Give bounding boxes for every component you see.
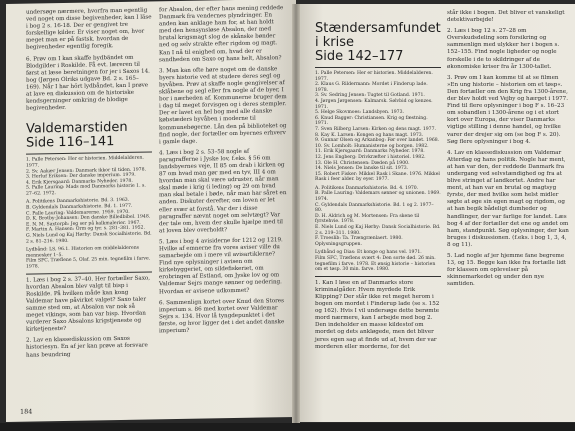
page-number: 184: [20, 407, 33, 416]
question-1: 1. Kan I løse en af Danmarks store kriminalgåder. Hvem myrdede Erik Klipping? Der står ikke ret meget herom i bogen om mordet i Finderup lade (se s. 152 og 162). Hvis I vil undersøge dette berømte mord nærmere, kan I arbejde med bog 2. Den indeholder en masse kildestof om mordet og dets ankløgede, men det bliver jeres egen sag at finde ud af, hvem der var morderen eller morderne, for det: [315, 279, 440, 350]
question-3: 3. Man kan ofte høre noget om de danske byers historie ved at studere deres segl og byvåben. Prøv at skaffe nogle gengivelser af sklåbene og segl eller fra nogle af de byer, I bor i nærheden af. Kommunerne bruger dem i dag til meget forvisgen og i deres stempler. Der er lavet en hel bog med alle danske købstæders byvåben i moderne til kommunebøgerne. Lån den på biblioteket og find nogle, der fortæller om byernes erhverv i gamle dage.: [159, 66, 287, 146]
divider: [26, 271, 152, 274]
reference-item: F. Troeslib: Ta. Trængrænlaert. 1980. Oplysningsgruppen.: [315, 236, 403, 247]
reference-item: B. Palle Lauring: Valdemars sønner og unionen. 1969. 1974.: [315, 191, 441, 203]
audio-reference: Lydbånd og Dias: Et konge og hans vel. 1971.: [315, 250, 422, 256]
reference-list-b: [26, 198, 152, 245]
paragraph: står ikke i bogen. Det bliver et vanskeligt detektivarbejde!: [447, 10, 565, 24]
question-6: 6. Sammenlign kortet over Knud den Stores imperium s. 86 med kortet over Valdemar Sejrs s. 134. Hvor lå tyngdepunktet i det første, og hvor ligger det i det andet danske imperium?: [159, 297, 285, 335]
book-gutter: [292, 4, 300, 424]
paragraph: undersøge nærmere, hvorfra man egentlig ved noget om disse begivenheder, kan I läse i bog 2 s. 16-18. Der er gengivet tre forskellige kilder. Er viser noget om, hvor meget man er på fastsk. hvordan de begivenheder egentlig foregik.: [26, 7, 152, 52]
question-1: 1. Læs i bog 2 s. 37–40. Her fortæller Saxo, hvordan Absalon blev valgt til bisp i Roskilde. På hvilken måde kan kong Valdemar have påvirket valget? Saxo taler samme sted om, at Absalon var nok så meget vikings, som han var bisp. Hvordan vurderer Saxo Absalons krigstjeneste og kirketjeneste?: [26, 275, 151, 333]
question-2: 2. Læs i bog 12 s. 27–28 om Overskudsdeling som forsikring og sammenlign med ulykker her i bogen s. 152–155. Find nogle ligheder og nogle forskelle i de to skildringer af de økonomiske kriser fra år 1300-tallet.: [447, 28, 560, 70]
table-edge: [0, 423, 575, 431]
reference-list-b: [315, 186, 441, 248]
question-4: 4. Lav en klassediskussion om Valdemar Atterdag og hans politik. Nogle har ment, at han var den, der reddede Danmark fra undergang ved selvstændighed og fra at blive stringet af landkortet. Andre har ment, at han var en brutal og magtsyg fyrste, der med hvilke som helst midler søgte at øge sin egen magt og rigdom, og at han begik bådeligt dumheder og handlinger, der var farlige for landet. Læs bog 4 af der fortæller det ene og andet om ham, standpunkt. Søg oplysninger, der kan bruges i diskussionen. (f.eks. i bog 1, 3, 4, 8 og 11).: [447, 149, 569, 248]
reference-item: A. Politikens Danmarkshistorie. Bd. 3. 1963.: [26, 198, 130, 206]
reference-item: C. Palle Lauring: Valdemarerne. 1959. 1970.: [26, 209, 130, 217]
reference-item: 14. Niels Jensen: De lanske til sit. 1973.: [315, 166, 409, 172]
reference-item: D. K. Brotby-Johansen: Den danske Billedbibel. 1948.: [26, 214, 151, 222]
question-4: 4. Læs i bog 2 s. 53–58 nogle af paragrafferne i Jyske lov, f.eks. § 56 om landsbyernes veje, II 85 om drab i kirken og 87 om hvad man gør med en tyv, III 4 om hvordan man skal være udruster, når man skal møde i krig (i leding) og 29 om hvad man skal betale i bøde, når man har såret en anden. Diskuter derefter, om loven er let eller svær at forstå. Var der i disse paragraffer nævnt noget om selvtægt? Var der tale om, hvem der skulle hjælpe med til at loven blev overholdt?: [159, 148, 287, 235]
reference-item: 12. Jens Engberg: Drivkræfter i historiel. 1982.: [315, 154, 426, 160]
right-page: [295, 4, 575, 422]
reference-item: 1. Palle Petersen: Her er historien. Middelalderen. 1977.: [315, 71, 433, 82]
reference-item: E. Niels Lund og Kaj Hørby: Dansk Socialhistorie. Bd. 2 s. 219–311. 1980.: [315, 225, 441, 236]
reference-item: 7. Sven Rilberg Larsen: Kirken og dens magt. 1977.: [315, 126, 436, 132]
reference-item: 10. Sv. Lomholt: Humanisterne og borgen. 1982.: [315, 143, 429, 149]
reference-item: 4. Jørgen Jørgensen: Kalmarsk. Sølvbid og kenzes. 1971.: [315, 98, 433, 110]
reference-item: 3. Sv. Sedring Jensen: Tugtet til Gotland. 1971.: [315, 93, 425, 99]
reference-item: F. Martin A. Hansen: Orm og tyr. s. 281–381. 1952.: [26, 226, 145, 234]
film-reference: Film SFC, Træflene 5, Olaf. 25 min. tegnefilm i farve. 1978.: [26, 256, 151, 270]
reference-item: 5. Palle Lauring: Mads mod Danmarks historie 1. s. 27–62. 1972.: [26, 183, 146, 197]
reference-item: 1. Palle Petersen: Her er historien. Middelalderen. 1977.: [26, 155, 144, 169]
reference-item: A. Politikens Danmarkshistorie. Bd. 4. 1970.: [315, 185, 419, 191]
reference-item: 15. Robert Fisker: Mikkel Rask i Skane. 1976. Mikkel Rask i feer alder. by eyer. 1977.: [315, 171, 440, 183]
section-heading-staendersamfundet: Stændersamfundet i krise Side 142–177: [315, 21, 441, 64]
section-heading-valdemarstiden: Valdemarstiden Side 116–141: [26, 120, 128, 151]
right-column-1: [315, 22, 441, 355]
reference-item: 6. Knud Bagger: Christiansen. Krig og fæstning. 1971.: [315, 115, 428, 127]
right-column-2: [447, 10, 569, 292]
left-column-2: [159, 5, 287, 339]
divider: [315, 276, 441, 277]
question-5: 5. Lad nogle af jer hjemme fane begreme 13, og 15. Begge kan ikke fra fortælle lidt for klassen om oplevelser på skinnemarkedet og under den nye samtiden.: [447, 253, 567, 288]
reference-item: 4. Erik Kjersgaard: Danmarks Nyheder. 1978.: [26, 178, 133, 186]
reference-list: [315, 71, 441, 183]
left-page: [6, 0, 296, 422]
reference-item: G. Niels Lund og Kaj Hørby: Dansk Socialhistorie. Bd. 2 s. 81–216. 1980.: [26, 231, 152, 245]
question-5: 5. Læs i bog 4 avisiderne for 1212 og 1219. Hvilke af emnerne fra vores aviser ville du samarbejde om i mere vil avisartiklerne? Find nye oplysninger i avisen om kirkebyggeriet, om sildefiskeriet, om erobringen af Estland, om Jyske lov og om Valdemar Sejrs mange sønner og nedering. Hvordan er avisene udkommet?: [159, 237, 283, 295]
question-2: 2. Lav en klassediskussion om Saxos historiesyn. En af jer kan prøve at forsvare hans beundring: [26, 336, 148, 359]
reference-list: [26, 156, 152, 197]
audio-reference: Lydbånd: LS, 96.1. Historien om middelalderens mennesker 1–5.: [26, 245, 140, 259]
reference-item: 13. Ole H. Christensen: Dæden på 1900.: [315, 160, 410, 166]
reference-item: D. H. Aldrich og M. Mortensen: Fra skene til fyrstehvie. 1978.: [315, 213, 420, 225]
divider: [26, 152, 152, 155]
reference-item: 2. Klaus G. Rildermann: Mordet i Finderup lade. 1978.: [315, 82, 428, 93]
reference-item: 11. Erik Kjersgaard: Danmarks Nyheder. 1978.: [315, 149, 425, 155]
paragraph: for Absalon, der efter hans mening reddede Danmark fra vendernes plyndringer. En anden kan anklage ham for, at han holdt med den hensynsløse Absalon, der med brutal krigsmagt slog de skånske bønder ned og selv strakte efter rigdom og magt. Kan I nå til enighed om, hvad der er sandheden om Saxo og hans helt, Absalon?: [159, 5, 284, 63]
reference-item: E. N. M. Saxtorph: Jeg ser på kalkmalerier. 1967.: [26, 220, 141, 228]
reference-item: 3. Herluf Eriksen: Der danske imperium. 1979.: [26, 172, 136, 180]
reference-item: 2. Sv. Aakær Jensen: Danmark ikkor til tiden. 1978.: [26, 167, 146, 175]
reference-item: 5. Helge Skovmoes: Landsbyen. 1973.: [315, 110, 404, 116]
film-reference: Film SFC, Træflens svært 4: Den sorte død. 26 min. tegnefilm i farve. 1978. Et ønsig historie – historien om et tøsp. 30 min. farve. 1980.: [315, 256, 436, 273]
question-3: 3. Prøv om I kan komme til at se filmen »En ung historie – historien om et tøsp«. Den fortæller om den Krig fra 1300-årene, der blev holdt ved Vejby og hærget i 1977. Find til flere oplysninger i bog F s. 16–23 om sobandlen i 1300-årene og i et stort kort over Europa, der viser Danmarks vigtige stilling i denne handel, og hvilke varer der drejer sig om (se bog F s. 20). Søg flere oplysninger i bog 4.: [447, 74, 569, 145]
question-6: 6. Prøv om I kan skaffe bydbändet om Blodgilder i Roskilde. Få evt. læreren til først at læse beretningen for jer i Saxos 14. bog (Jørgen Olriks udgave Bd. 2 s. 165–169). Når I har hört lydbåndet, kan I prøve at lave en diskussion om de historiske kendsgerninger omkring de blodige begivenheder.: [26, 54, 150, 112]
reference-item: 9. Gunnar Olsen og Arkanbog: Før over landet. 1968.: [315, 138, 440, 144]
book-spread: [6, 4, 571, 429]
reference-item: B. Gyldendals Danmarkshistorie. Bd. 1. 1977.: [26, 203, 133, 211]
left-column-1: [26, 7, 152, 363]
reference-item: 8. Kay K. Larsen: Kongen og hans magt. 1973.: [315, 132, 424, 138]
divider: [315, 67, 441, 68]
reference-item: C. Gyldendals Danmarkshistorie. Bd. 1 og 2. 1977–80.: [315, 202, 434, 214]
